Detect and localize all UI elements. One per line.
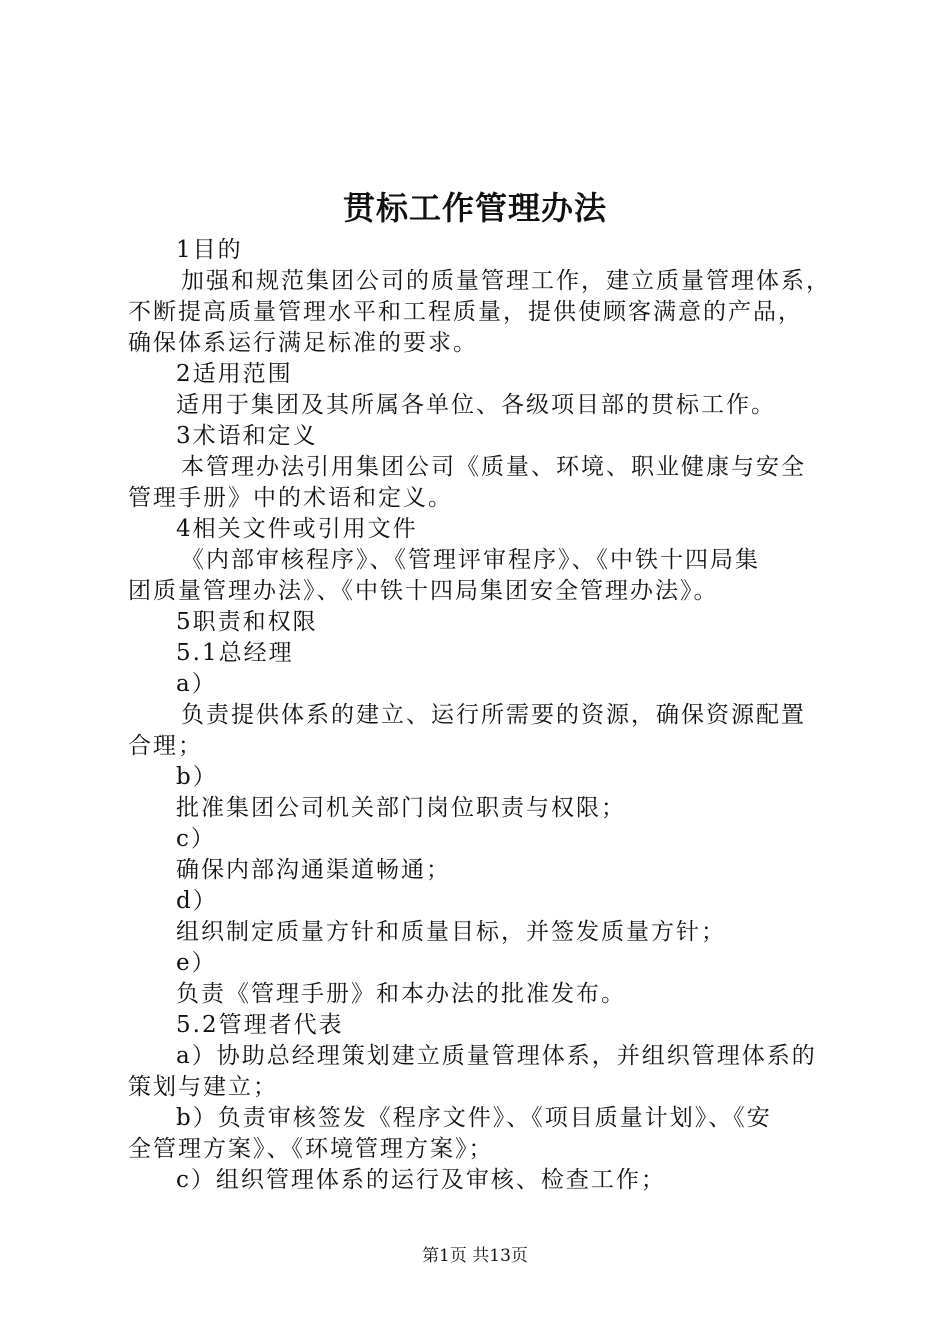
text-line: 合理； [128, 733, 203, 759]
text-line: c）组织管理体系的运行及审核、检查工作； [176, 1167, 666, 1193]
text-line: 适用于集团及其所属各单位、各级项目部的贯标工作。 [176, 392, 776, 418]
text-line: 团质量管理办法》、《中铁十四局集团安全管理办法》。 [128, 578, 719, 604]
text-line: c） [176, 826, 216, 852]
text-line: 本管理办法引用集团公司《质量、环境、职业健康与安全 [181, 454, 806, 480]
text-line: b） [176, 764, 218, 790]
text-line: b）负责审核签发《程序文件》、《项目质量计划》、《安 [176, 1105, 772, 1131]
text-line: 2适用范围 [176, 361, 293, 387]
text-line: 不断提高质量管理水平和工程质量，提供使顾客满意的产品， [128, 299, 803, 325]
text-line: 负责《管理手册》和本办法的批准发布。 [176, 981, 626, 1007]
text-line: 5.1总经理 [176, 640, 294, 666]
text-line: 策划与建立； [128, 1074, 278, 1100]
text-line: d） [176, 888, 218, 914]
text-line: 1目的 [176, 237, 243, 263]
text-line: 负责提供体系的建立、运行所需要的资源，确保资源配置 [181, 702, 806, 728]
text-line: 3术语和定义 [176, 423, 318, 449]
text-line: 5职责和权限 [176, 609, 318, 635]
text-line: a） [176, 671, 217, 697]
text-line: e） [176, 950, 217, 976]
text-line: 全管理方案》、《环境管理方案》； [128, 1136, 494, 1162]
text-line: 批准集团公司机关部门岗位职责与权限； [176, 795, 626, 821]
text-line: 组织制定质量方针和质量目标，并签发质量方针； [176, 919, 726, 945]
text-line: 管理手册》中的术语和定义。 [128, 485, 453, 511]
text-line: 4相关文件或引用文件 [176, 516, 418, 542]
page-title: 贯标工作管理办法 [342, 189, 607, 227]
text-line: 《内部审核程序》、《管理评审程序》、《中铁十四局集 [181, 547, 760, 573]
text-line: 确保内部沟通渠道畅通； [176, 857, 451, 883]
text-line: 加强和规范集团公司的质量管理工作，建立质量管理体系， [181, 268, 831, 294]
document-body [128, 235, 840, 1196]
page-footer: 第1页 共13页 [422, 1246, 528, 1266]
text-line: 5.2管理者代表 [176, 1012, 344, 1038]
text-line: a）协助总经理策划建立质量管理体系，并组织管理体系的 [176, 1043, 817, 1069]
text-line: 确保体系运行满足标准的要求。 [128, 330, 478, 356]
